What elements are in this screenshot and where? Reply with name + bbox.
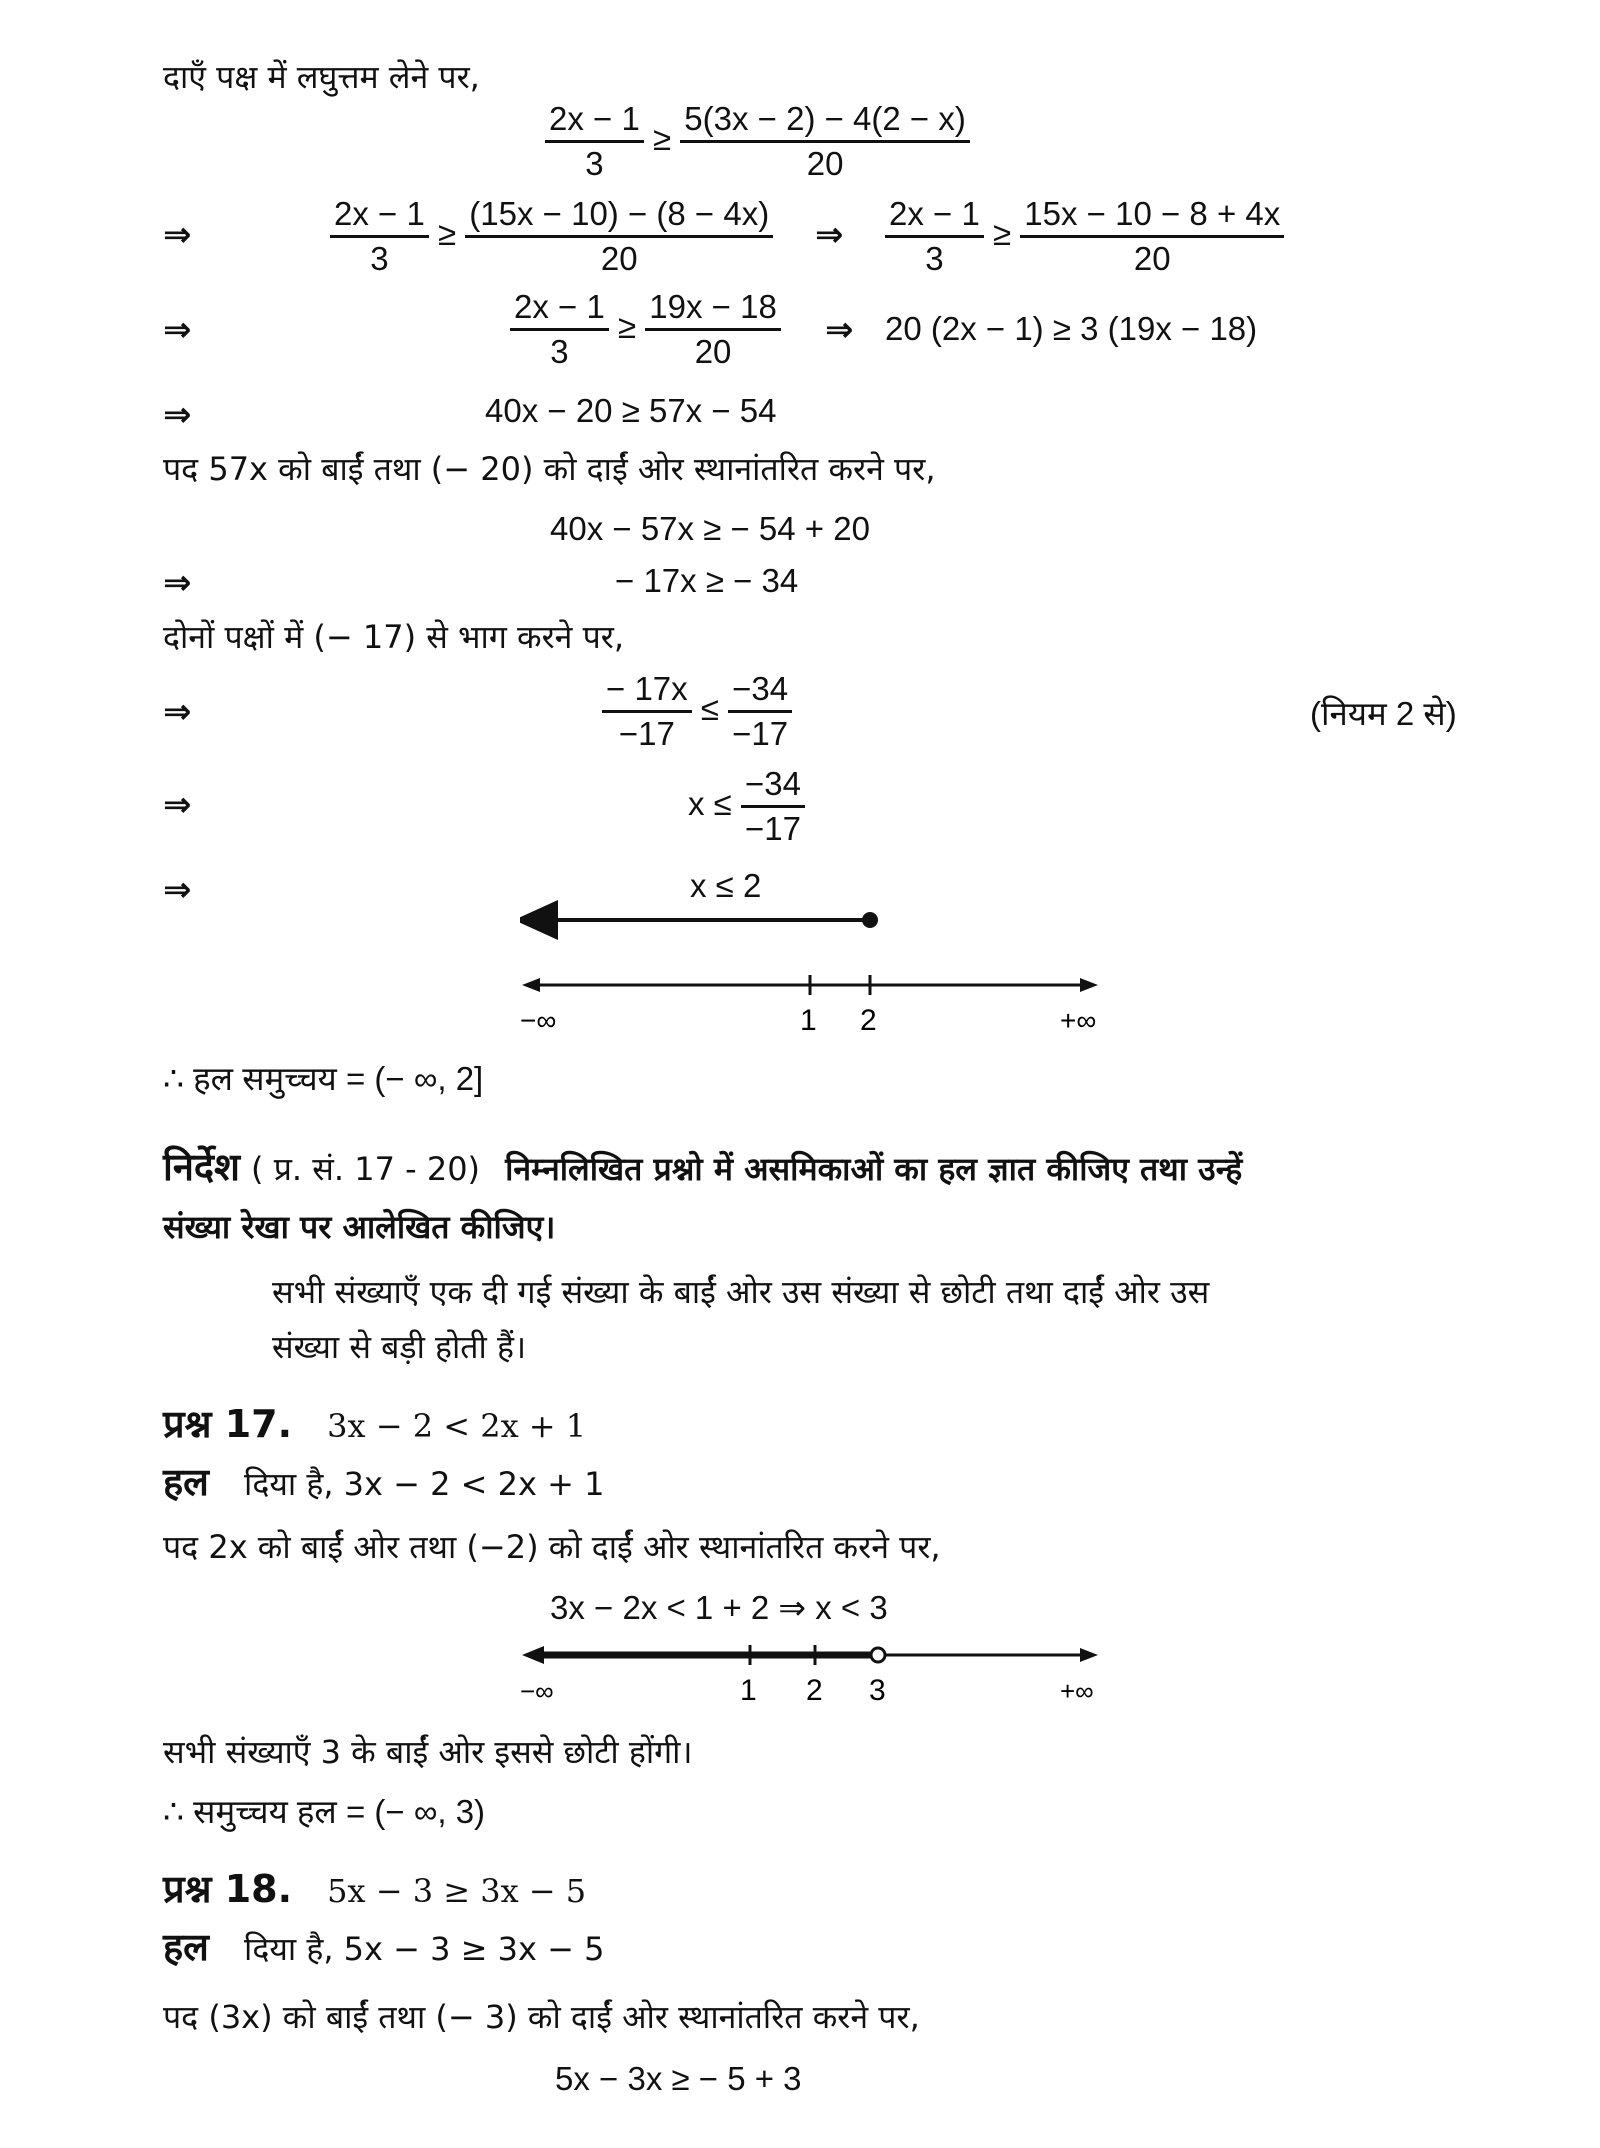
equation-step-7 [602, 670, 792, 753]
divide-text: दोनों पक्षों में (− 17) से भाग करने पर, [163, 618, 625, 656]
fraction-denominator: 3 [925, 240, 944, 277]
fraction-numerator: − 17x [602, 670, 692, 713]
tick-label: 3 [869, 1674, 886, 1707]
fraction-denominator: 20 [1133, 240, 1171, 277]
note-line-2: संख्या से बड़ी होती हैं। [272, 1328, 527, 1366]
question-18 [163, 1862, 586, 1914]
question-label: प्रश्न 18. [163, 1867, 293, 1911]
tick-label: 1 [800, 1004, 817, 1037]
direction-line-2: संख्या रेखा पर आलेखित कीजिए। [163, 1208, 556, 1246]
solution-set-17: ∴ समुच्चय हल = (− ∞, 3) [163, 1793, 486, 1830]
fraction-numerator: 2x − 1 [330, 195, 429, 238]
fraction-numerator: 5(3x − 2) − 4(2 − x) [680, 100, 970, 143]
variable-x: x [688, 785, 705, 823]
equation-step-3a [510, 288, 781, 371]
implies-arrow: ⇒ [163, 692, 192, 732]
equation-step-8 [688, 765, 805, 848]
question-label: प्रश्न 17. [163, 1402, 293, 1446]
transfer-text-1: पद 57x को बाईं तथा (− 20) को दाईं ओर स्थानांतरित करने पर, [163, 450, 936, 488]
rule-note: (नियम 2 से) [1310, 695, 1457, 732]
conclusion-17: सभी संख्याएँ 3 के बाईं ओर इससे छोटी होंगी। [163, 1733, 693, 1771]
given-statement: दिया है, 5x − 3 ≥ 3x − 5 [244, 1930, 605, 1968]
equation-step-2a [330, 195, 773, 278]
implies-arrow: ⇒ [825, 310, 854, 350]
left-arrowhead [522, 1646, 544, 1664]
given-statement: दिया है, 3x − 2 < 2x + 1 [244, 1465, 605, 1503]
fraction-numerator: 2x − 1 [510, 288, 609, 331]
fraction-numerator: 19x − 18 [645, 288, 781, 331]
direction-range: ( प्र. सं. 17 - 20) [251, 1150, 481, 1188]
tick-label: −∞ [520, 1005, 557, 1036]
tick-label: +∞ [1060, 1005, 1097, 1036]
tick-label: 2 [806, 1674, 823, 1707]
right-arrowhead [1080, 1648, 1098, 1662]
fraction-denominator: 3 [370, 240, 389, 277]
relation-sign: ≤ [700, 690, 719, 728]
fraction-numerator: −34 [728, 670, 792, 713]
fraction-numerator: (15x − 10) − (8 − 4x) [465, 195, 773, 238]
left-arrowhead [522, 978, 540, 992]
transfer-text-17: पद 2x को बाईं ओर तथा (−2) को दाईं ओर स्थानांतरित करने पर, [163, 1528, 941, 1566]
intro-text: दाएँ पक्ष में लघुत्तम लेने पर, [163, 58, 480, 96]
direction-line-1 [163, 1140, 1242, 1192]
tick-label: 1 [740, 1674, 757, 1707]
transfer-text-18: पद (3x) को बाईं तथा (− 3) को दाईं ओर स्थानांतरित करने पर, [163, 1998, 920, 2036]
equation-step-2b [885, 195, 1284, 278]
fraction-denominator: 3 [550, 333, 569, 370]
open-endpoint-circle [871, 1648, 885, 1662]
right-arrowhead [1080, 978, 1098, 992]
implies-arrow: ⇒ [163, 785, 192, 825]
fraction-numerator: 2x − 1 [885, 195, 984, 238]
question-17 [163, 1397, 586, 1449]
relation-sign: ≥ [438, 215, 457, 253]
implies-arrow: ⇒ [163, 870, 192, 910]
question-expression: 3x − 2 < 2x + 1 [327, 1407, 587, 1445]
equation-step-4: 40x − 20 ≥ 57x − 54 [485, 392, 777, 429]
fraction-denominator: 20 [806, 145, 844, 182]
question-expression: 5x − 3 ≥ 3x − 5 [327, 1872, 587, 1910]
note-line-1: सभी संख्याएँ एक दी गई संख्या के बाईं ओर उस संख्या से छोटी तथा दाईं ओर उस [272, 1273, 1210, 1311]
number-line-1 [520, 900, 1120, 1050]
tick-label: 2 [860, 1004, 877, 1037]
fraction-numerator: −34 [741, 765, 805, 808]
fraction-denominator: −17 [618, 715, 675, 752]
tick-label: +∞ [1060, 1676, 1094, 1706]
fraction-denominator: 3 [585, 145, 604, 182]
solution-label: हल [163, 1460, 209, 1504]
equation-step-9: x ≤ 2 [690, 867, 762, 904]
fraction-numerator: 2x − 1 [545, 100, 644, 143]
equation-step-17: 3x − 2x < 1 + 2 ⇒ x < 3 [550, 1589, 888, 1626]
implies-arrow: ⇒ [163, 395, 192, 435]
implies-arrow: ⇒ [163, 563, 192, 603]
solution-set-1: ∴ हल समुच्चय = (− ∞, 2] [163, 1060, 484, 1097]
equation-step-18: 5x − 3x ≥ − 5 + 3 [555, 2060, 802, 2097]
implies-arrow: ⇒ [163, 310, 192, 350]
relation-sign: ≥ [618, 308, 637, 346]
tick-label: −∞ [520, 1676, 554, 1706]
equation-step-3b: 20 (2x − 1) ≥ 3 (19x − 18) [885, 310, 1258, 347]
closed-endpoint-dot [862, 912, 878, 928]
fraction-numerator: 15x − 10 − 8 + 4x [1020, 195, 1284, 238]
number-line-2 [520, 1630, 1120, 1730]
relation-sign: ≥ [993, 215, 1012, 253]
direction-title: निर्देश [163, 1145, 240, 1189]
equation-step-1 [545, 100, 970, 183]
fraction-denominator: −17 [744, 810, 801, 847]
implies-arrow: ⇒ [815, 215, 844, 255]
direction-text: निम्नलिखित प्रश्नो में असमिकाओं का हल ज्ञात कीजिए तथा उन्हें [505, 1150, 1243, 1188]
solution-17 [163, 1455, 604, 1507]
equation-step-5: 40x − 57x ≥ − 54 + 20 [550, 510, 870, 547]
equation-step-6: − 17x ≥ − 34 [615, 562, 799, 599]
relation-sign: ≥ [653, 120, 672, 158]
fraction-denominator: 20 [694, 333, 732, 370]
relation-sign: ≤ [713, 785, 732, 823]
implies-arrow: ⇒ [163, 215, 192, 255]
fraction-denominator: −17 [732, 715, 789, 752]
fraction-denominator: 20 [600, 240, 638, 277]
solution-label: हल [163, 1925, 209, 1969]
solution-18 [163, 1920, 604, 1972]
